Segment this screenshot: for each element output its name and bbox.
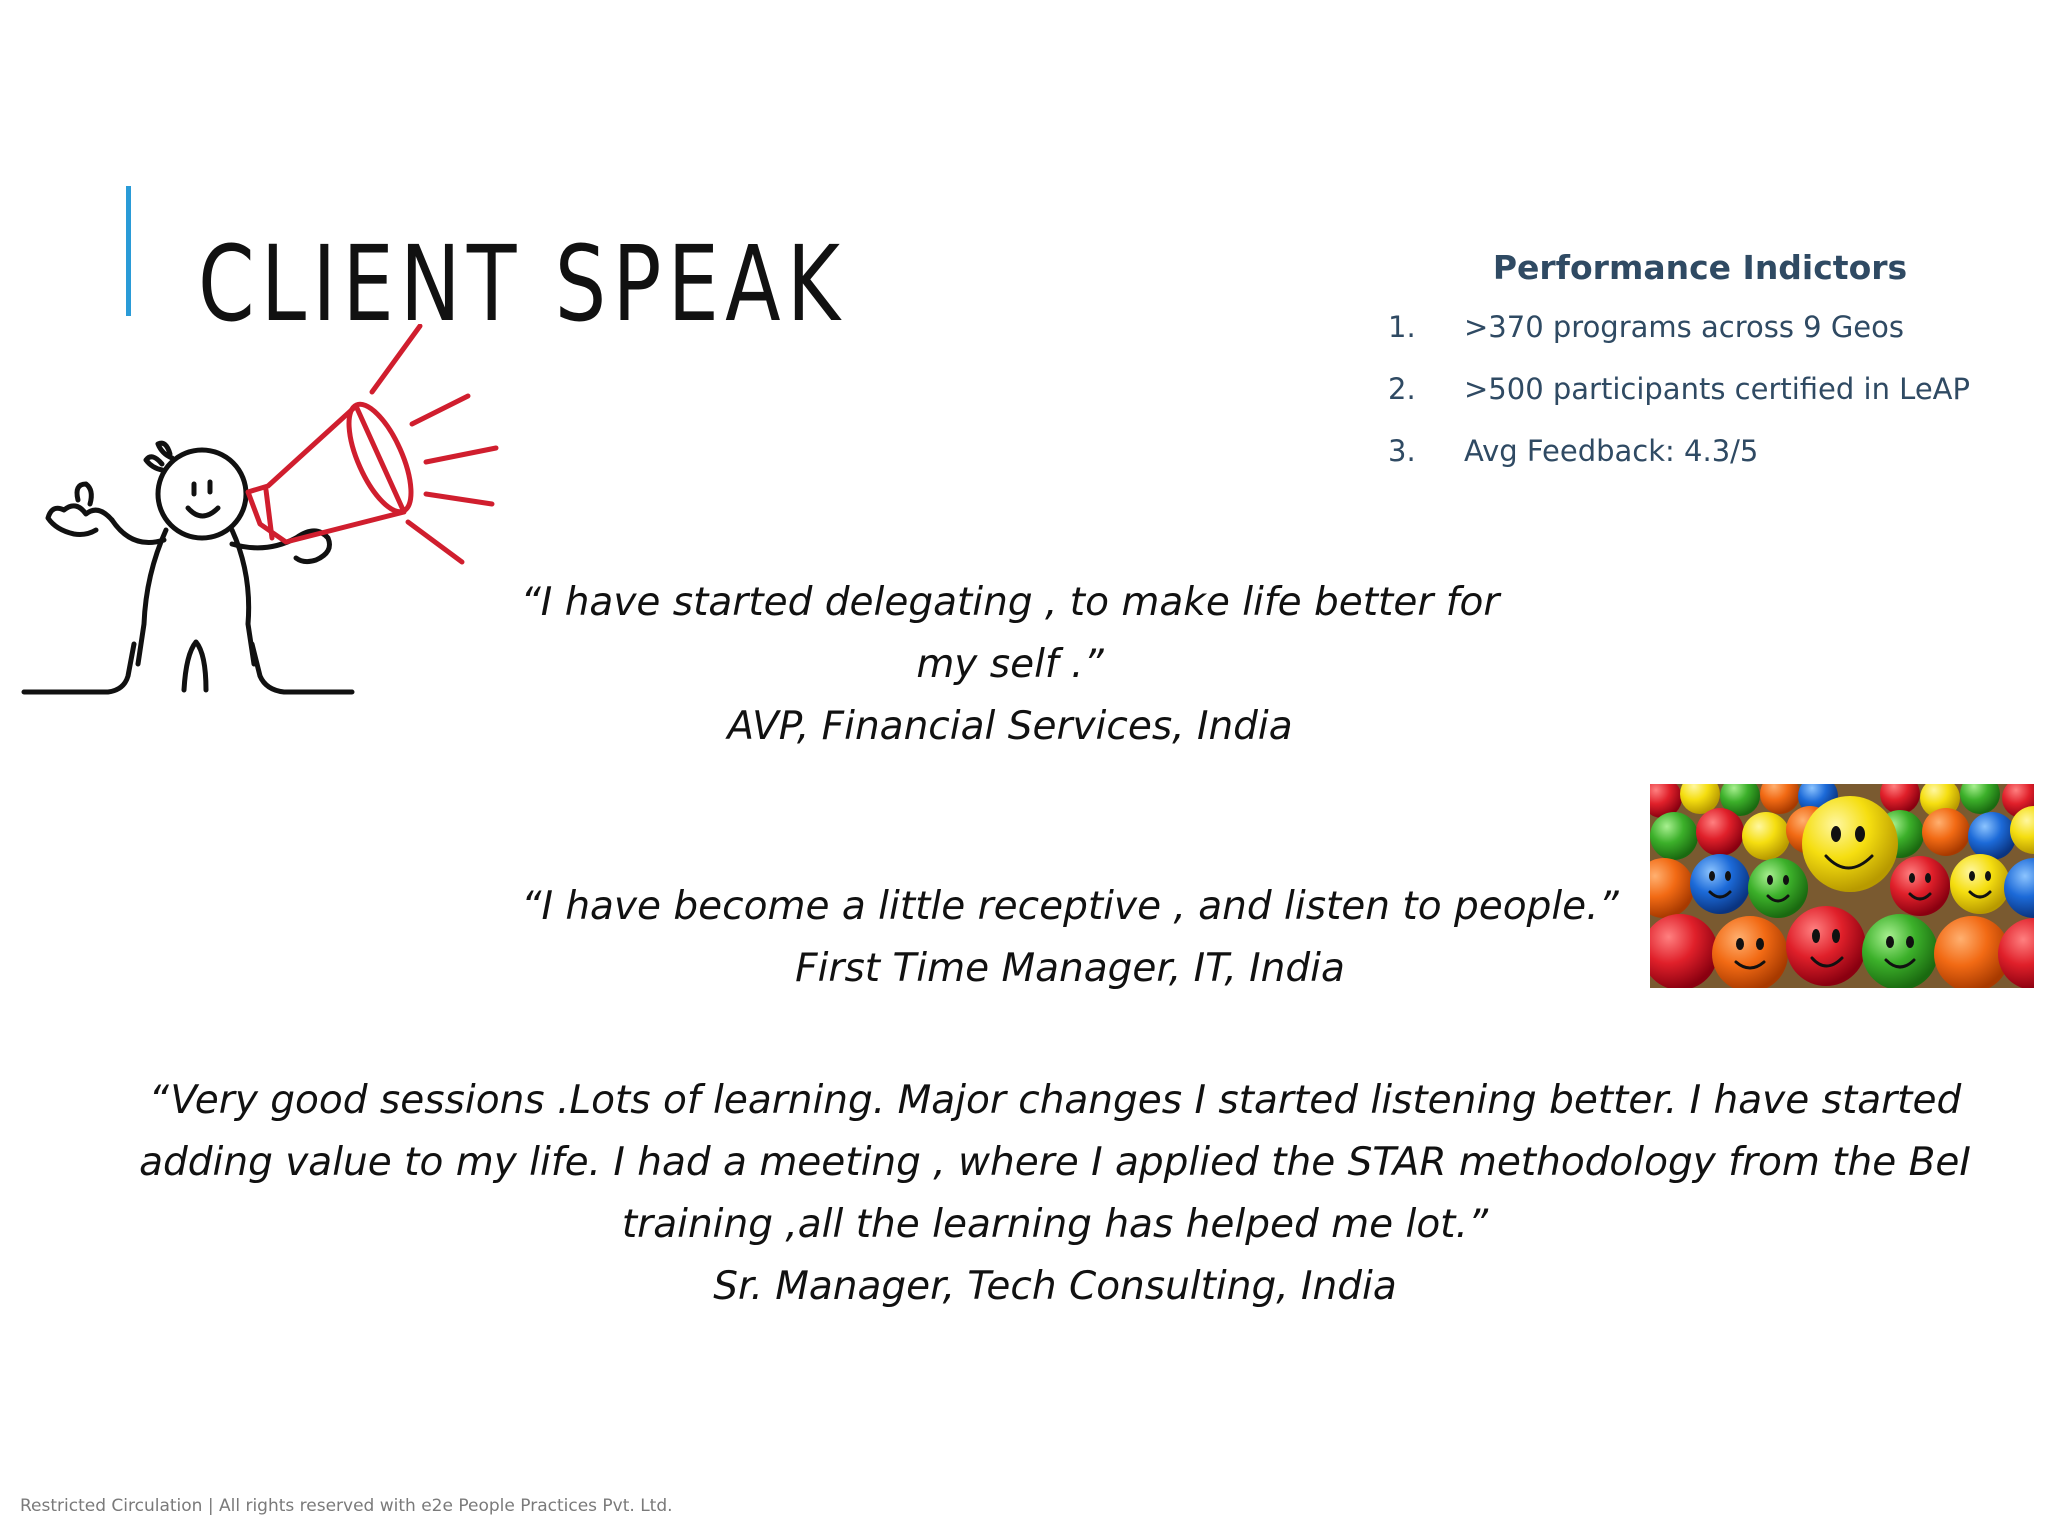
quote-line: adding value to my life. I had a meeting , where I applied the STAR methodology from the BeI <box>139 1140 1971 1185</box>
slide-title: CLIENT SPEAK <box>198 223 847 345</box>
testimonial-quote-1 <box>380 572 1640 758</box>
quote-attribution: AVP, Financial Services, India <box>727 704 1293 749</box>
list-item <box>1388 310 1970 372</box>
quote-line: “Very good sessions .Lots of learning. Major changes I started listening better. I have started <box>148 1078 1962 1123</box>
list-item <box>1388 434 1970 496</box>
performance-indicators-list <box>1388 310 1970 496</box>
list-item-text: >500 participants certified in LeAP <box>1464 372 1970 406</box>
quote-line: “I have become a little receptive , and listen to people.” <box>521 884 1619 929</box>
testimonial-quote-2 <box>420 876 1720 1000</box>
list-item-number: 1. <box>1388 310 1416 344</box>
quote-line: training ,all the learning has helped me lot.” <box>621 1202 1489 1247</box>
quote-line: “I have started delegating , to make life better for <box>520 580 1500 625</box>
list-item-number: 2. <box>1388 372 1416 406</box>
footer-copyright: Restricted Circulation | All rights reserved with e2e People Practices Pvt. Ltd. <box>20 1496 673 1516</box>
title-accent-bar <box>126 186 131 316</box>
list-item <box>1388 372 1970 434</box>
list-item-text: Avg Feedback: 4.3/5 <box>1464 434 1759 468</box>
quote-attribution: Sr. Manager, Tech Consulting, India <box>713 1264 1397 1309</box>
quote-line: my self .” <box>916 642 1104 687</box>
list-item-number: 3. <box>1388 434 1416 468</box>
list-item-text: >370 programs across 9 Geos <box>1464 310 1904 344</box>
testimonial-quote-3 <box>60 1070 2048 1318</box>
quote-attribution: First Time Manager, IT, India <box>795 946 1345 991</box>
performance-indicators-title: Performance Indictors <box>1492 248 1908 287</box>
